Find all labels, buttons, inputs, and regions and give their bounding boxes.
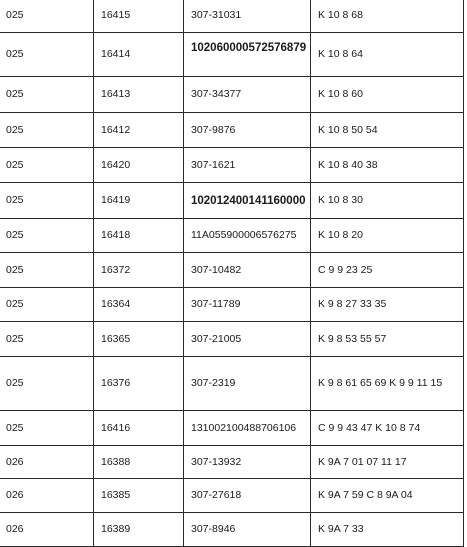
location-cell: K 9 8 53 55 57: [311, 322, 464, 357]
reference-cell: 307-2319: [184, 357, 311, 411]
table-row: [0, 513, 464, 547]
number-cell: 16376: [94, 357, 184, 411]
number-cell: 16412: [94, 113, 184, 148]
reference-cell: 307-31031: [184, 0, 311, 33]
code-cell: 025: [0, 113, 94, 148]
number-cell: 16419: [94, 183, 184, 219]
reference-cell: 11A055900006576275: [184, 219, 311, 253]
location-cell: K 9A 7 01 07 11 17: [311, 446, 464, 479]
code-cell: 025: [0, 148, 94, 183]
code-cell: 025: [0, 77, 94, 113]
location-cell: K 10 8 64: [311, 33, 464, 77]
reference-cell: 307-10482: [184, 253, 311, 288]
location-cell: K 10 8 40 38: [311, 148, 464, 183]
code-cell: 026: [0, 479, 94, 513]
number-cell: 16416: [94, 411, 184, 446]
table-row: [0, 357, 464, 411]
reference-cell: 307-13932: [184, 446, 311, 479]
table-row: [0, 322, 464, 357]
location-cell: K 10 8 60: [311, 77, 464, 113]
code-cell: 025: [0, 253, 94, 288]
number-cell: 16365: [94, 322, 184, 357]
reference-cell: 307-21005: [184, 322, 311, 357]
number-cell: 16418: [94, 219, 184, 253]
number-cell: 16413: [94, 77, 184, 113]
location-cell: K 9 8 61 65 69 K 9 9 11 15: [311, 357, 464, 411]
location-cell: K 9A 7 59 C 8 9A 04: [311, 479, 464, 513]
number-cell: 16414: [94, 33, 184, 77]
table-row: [0, 33, 464, 77]
code-cell: 026: [0, 446, 94, 479]
code-cell: 025: [0, 33, 94, 77]
location-cell: K 9A 7 33: [311, 513, 464, 547]
reference-cell: 307-11789: [184, 288, 311, 322]
code-cell: 025: [0, 357, 94, 411]
location-cell: C 9 9 43 47 K 10 8 74: [311, 411, 464, 446]
number-cell: 16372: [94, 253, 184, 288]
table-row: [0, 253, 464, 288]
table-row: [0, 0, 464, 33]
table-row: [0, 148, 464, 183]
reference-cell: 307-8946: [184, 513, 311, 547]
table-row: [0, 288, 464, 322]
reference-cell: 307-34377: [184, 77, 311, 113]
table-row: [0, 183, 464, 219]
reference-cell: 102060000572576879: [184, 33, 311, 77]
location-cell: K 10 8 50 54: [311, 113, 464, 148]
table-row: [0, 219, 464, 253]
location-cell: K 10 8 68: [311, 0, 464, 33]
location-cell: K 9 8 27 33 35: [311, 288, 464, 322]
code-cell: 025: [0, 322, 94, 357]
table-row: [0, 446, 464, 479]
number-cell: 16388: [94, 446, 184, 479]
location-cell: K 10 8 20: [311, 219, 464, 253]
number-cell: 16385: [94, 479, 184, 513]
code-cell: 025: [0, 183, 94, 219]
reference-cell: 131002100488706106: [184, 411, 311, 446]
code-cell: 026: [0, 513, 94, 547]
table-row: [0, 113, 464, 148]
code-cell: 025: [0, 0, 94, 33]
reference-cell: 307-9876: [184, 113, 311, 148]
code-cell: 025: [0, 288, 94, 322]
table-row: [0, 479, 464, 513]
code-cell: 025: [0, 411, 94, 446]
number-cell: 16364: [94, 288, 184, 322]
reference-cell: 307-27618: [184, 479, 311, 513]
code-cell: 025: [0, 219, 94, 253]
number-cell: 16415: [94, 0, 184, 33]
location-cell: C 9 9 23 25: [311, 253, 464, 288]
reference-cell: 307-1621: [184, 148, 311, 183]
location-cell: K 10 8 30: [311, 183, 464, 219]
table-row: [0, 77, 464, 113]
number-cell: 16389: [94, 513, 184, 547]
number-cell: 16420: [94, 148, 184, 183]
reference-cell: 102012400141160000: [184, 183, 311, 219]
table-row: [0, 411, 464, 446]
